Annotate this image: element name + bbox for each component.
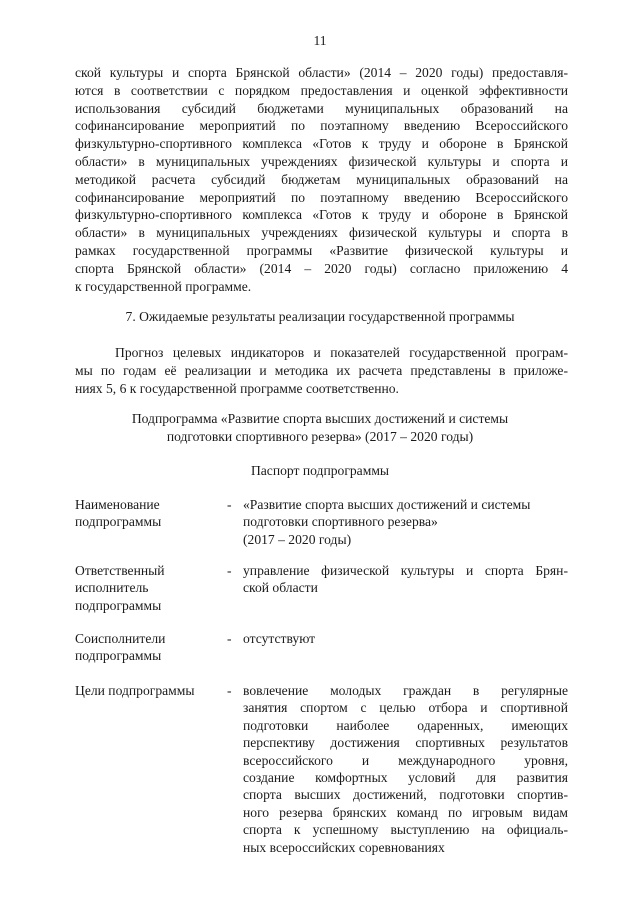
row-value-line: перспективу достижения спортивных результатов — [243, 735, 568, 751]
row-label-line: исполнитель — [75, 580, 149, 596]
paragraph-line: ниях 5, 6 к государственной программе соответственно. — [75, 380, 399, 396]
row-label-line: Наименование — [75, 497, 160, 512]
row-label-line: Цели подпрограммы — [75, 683, 195, 698]
row-value-line: спорта высших достижений, подготовки спортив- — [243, 787, 568, 803]
row-dash: - — [227, 683, 232, 698]
row-value-line: вовлечение молодых граждан в регулярные — [243, 683, 568, 698]
row-label — [75, 496, 215, 531]
paragraph-line: методикой расчета субсидий бюджетам муниципальных образований на — [75, 171, 568, 187]
paragraph-line: софинансирование мероприятий по поэтапному введению Всероссийского — [75, 189, 568, 205]
row-value-line: ных всероссийских соревнованиях — [243, 839, 445, 855]
row-dash: - — [227, 563, 232, 578]
row-label-line: Соисполнители — [75, 631, 166, 646]
row-value-line: всероссийского и международного уровня, — [243, 752, 568, 768]
paragraph-line: мы по годам её реализации и методика их расчета представлены в приложе- — [75, 362, 568, 378]
forecast-paragraph — [75, 344, 568, 397]
row-label — [75, 630, 215, 665]
row-value-line: (2017 – 2020 годы) — [243, 531, 352, 547]
intro-paragraph — [75, 64, 568, 295]
row-value-line: создание комфортных условий для развития — [243, 770, 568, 786]
row-value-line: ской области — [243, 580, 318, 596]
paragraph-line: области» в муниципальных учреждениях физической культуры и спорта и — [75, 153, 568, 169]
row-value-line: управление физической культуры и спорта Брян- — [243, 563, 568, 578]
page-number: 11 — [313, 33, 327, 48]
section-heading: 7. Ожидаемые результаты реализации государственной программы — [125, 309, 515, 324]
paragraph-line: физкультурно-спортивного комплекса «Готов к труду и обороне в Брянской — [75, 207, 568, 223]
row-label-line: подпрограммы — [75, 597, 162, 613]
row-value-line: занятия спортом с целью отбора и спортивной — [243, 700, 568, 716]
paragraph-line: рамках государственной программы «Развитие физической культуры и — [75, 242, 568, 258]
row-label-line: Ответственный — [75, 563, 165, 578]
row-value-line: спорта к успешному выступлению на официаль- — [243, 822, 568, 838]
paragraph-line: Прогноз целевых индикаторов и показателей государственной програм- — [115, 345, 568, 360]
row-label — [75, 562, 215, 614]
row-value — [243, 682, 568, 856]
row-value-line: отсутствуют — [243, 631, 316, 646]
row-value — [243, 630, 568, 647]
paragraph-line: области» в муниципальных учреждениях физической культуры и спорта в — [75, 225, 568, 241]
paragraph-line: ской культуры и спорта Брянской области» (2014 – 2020 годы) предоставля- — [75, 65, 568, 80]
subprogram-title — [0, 410, 640, 446]
passport-title: Паспорт подпрограммы — [250, 463, 390, 478]
row-label — [75, 682, 215, 699]
paragraph-line: софинансирование мероприятий по поэтапному введению Всероссийского — [75, 118, 568, 134]
row-value-line: подготовки наиболее одаренных, имеющих — [243, 717, 568, 733]
subprogram-title-line: подготовки спортивного резерва» (2017 – 2020 годы) — [166, 429, 474, 444]
row-value-line: подготовки спортивного резерва» — [243, 514, 438, 530]
row-dash: - — [227, 631, 232, 646]
row-label-line: подпрограммы — [75, 648, 162, 664]
paragraph-line: использования субсидий бюджетами муниципальных образований на — [75, 100, 568, 116]
subprogram-title-line: Подпрограмма «Развитие спорта высших достижений и системы — [131, 411, 509, 426]
row-label-line: подпрограммы — [75, 514, 162, 530]
paragraph-line: ются в соответствии с порядком предоставления и оценкой эффективности — [75, 82, 568, 98]
paragraph-line: физкультурно-спортивного комплекса «Готов к труду и обороне в Брянской — [75, 136, 568, 152]
row-dash: - — [227, 497, 232, 512]
row-value-line: ного резерва брянских команд по игровым видам — [243, 804, 568, 820]
row-value-line: «Развитие спорта высших достижений и системы — [243, 497, 531, 512]
paragraph-line: к государственной программе. — [75, 278, 252, 294]
row-value — [243, 496, 568, 548]
paragraph-line: спорта Брянской области» (2014 – 2020 годы) согласно приложению 4 — [75, 260, 568, 276]
row-value — [243, 562, 568, 597]
